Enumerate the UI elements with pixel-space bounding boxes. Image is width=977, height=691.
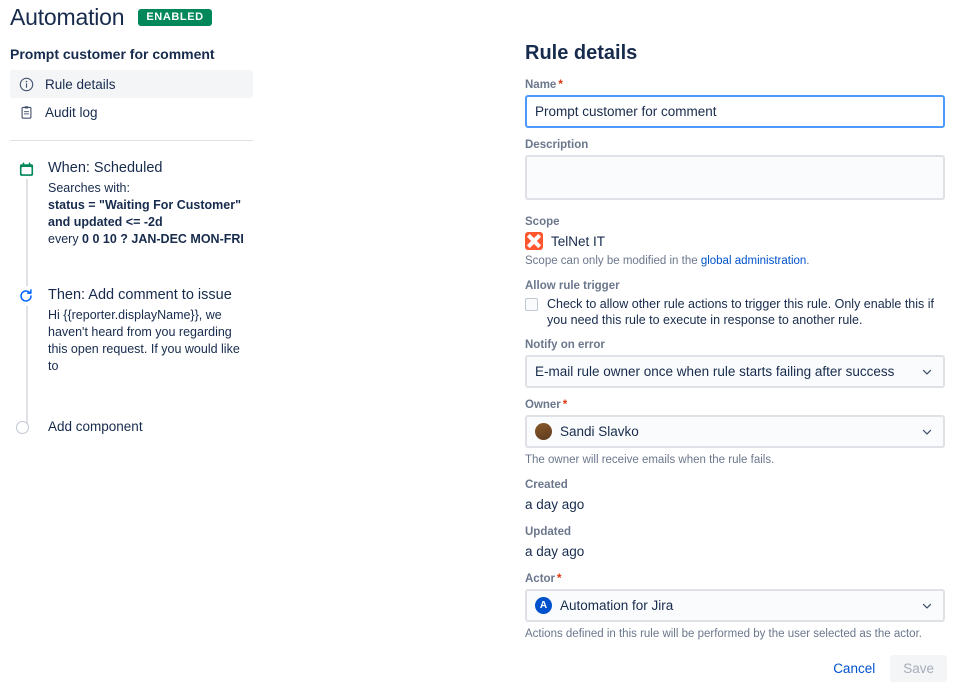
sidebar-divider xyxy=(10,140,253,141)
page-header xyxy=(10,4,212,31)
chain-node-then[interactable] xyxy=(48,286,490,375)
notify-on-error-label: Notify on error xyxy=(525,339,605,351)
when-schedule-cron: 0 0 10 ? JAN-DEC MON-FRI xyxy=(82,232,244,246)
project-avatar-icon xyxy=(525,232,543,250)
info-circle-icon xyxy=(18,76,34,92)
rule-name-heading: Prompt customer for comment xyxy=(10,46,215,62)
updated-label: Updated xyxy=(525,526,571,538)
chevron-down-icon xyxy=(920,365,934,379)
chevron-down-icon xyxy=(920,425,934,439)
name-label-text: Name xyxy=(525,79,557,91)
sidebar-item-audit-log[interactable] xyxy=(10,98,253,126)
name-label xyxy=(525,79,947,91)
scope-help-text xyxy=(525,253,947,269)
when-line-2: status = "Waiting For Customer" xyxy=(48,198,242,212)
name-input[interactable] xyxy=(525,95,945,128)
scope-project-name: TelNet IT xyxy=(551,233,606,249)
panel-divider xyxy=(506,0,507,691)
clipboard-icon xyxy=(18,104,34,120)
allow-rule-trigger-checkbox[interactable] xyxy=(525,298,538,311)
global-administration-link[interactable]: global administration xyxy=(700,255,807,267)
scope-help-suffix: . xyxy=(806,255,810,267)
field-name xyxy=(525,79,947,128)
chain-node-title: When: Scheduled xyxy=(48,160,163,176)
when-schedule-prefix: every xyxy=(48,232,83,246)
created-value: a day ago xyxy=(525,497,585,512)
field-scope xyxy=(525,216,947,269)
notify-on-error-select[interactable] xyxy=(525,355,945,388)
description-label: Description xyxy=(525,139,589,151)
scope-label: Scope xyxy=(525,216,560,228)
scope-value-row xyxy=(525,232,947,250)
refresh-arrow-icon xyxy=(16,286,36,306)
created-label: Created xyxy=(525,479,568,491)
when-line-3: and updated <= -2d xyxy=(48,215,163,229)
chevron-down-icon xyxy=(920,599,934,613)
rule-chain xyxy=(10,159,490,434)
required-marker: * xyxy=(562,399,568,411)
field-created xyxy=(525,479,947,515)
required-marker: * xyxy=(557,573,562,585)
actor-value: Automation for Jira xyxy=(560,598,674,613)
allow-rule-trigger-label: Allow rule trigger xyxy=(525,280,620,292)
save-button[interactable]: Save xyxy=(890,655,947,682)
field-description xyxy=(525,139,947,205)
owner-help-text: The owner will receive emails when the rule fails. xyxy=(525,454,775,466)
add-component-button[interactable] xyxy=(48,419,490,434)
actor-select[interactable] xyxy=(525,589,945,622)
automation-avatar-icon: A xyxy=(535,597,552,614)
rule-details-form xyxy=(525,42,947,653)
field-actor xyxy=(525,573,947,642)
field-updated xyxy=(525,526,947,562)
panel-title: Rule details xyxy=(525,42,638,64)
actor-label-text: Actor xyxy=(525,573,556,585)
add-component-dot-icon xyxy=(16,421,29,434)
field-notify-on-error xyxy=(525,339,947,388)
chain-node-when-details xyxy=(48,180,253,248)
owner-label xyxy=(525,399,947,411)
when-line-1: Searches with: xyxy=(48,181,130,195)
owner-select[interactable] xyxy=(525,415,945,448)
actor-label xyxy=(525,573,947,585)
allow-rule-trigger-row[interactable] xyxy=(525,296,947,328)
rule-nav-list xyxy=(10,70,253,126)
sidebar-item-rule-details[interactable] xyxy=(10,70,253,98)
allow-rule-trigger-checkbox-label: Check to allow other rule actions to trigger this rule. Only enable this if you need this rule to execute in response to another rule. xyxy=(547,297,934,327)
left-panel xyxy=(10,46,500,434)
sidebar-item-label: Audit log xyxy=(45,104,98,120)
updated-value: a day ago xyxy=(525,544,585,559)
form-footer xyxy=(525,655,947,682)
page-title: Automation xyxy=(10,4,125,30)
chain-node-title: Then: Add comment to issue xyxy=(48,287,232,303)
status-badge: ENABLED xyxy=(138,9,211,26)
add-component-label: Add component xyxy=(48,419,143,434)
owner-label-text: Owner xyxy=(525,399,561,411)
field-allow-rule-trigger xyxy=(525,280,947,328)
actor-help-text: Actions defined in this rule will be performed by the user selected as the actor. xyxy=(525,628,922,640)
sidebar-item-label: Rule details xyxy=(45,76,116,92)
chain-node-then-body: Hi {{reporter.displayName}}, we haven't heard from you regarding this open request. If you would like to xyxy=(48,308,240,373)
required-marker: * xyxy=(558,79,563,91)
cancel-button[interactable]: Cancel xyxy=(824,656,884,681)
notify-on-error-value: E-mail rule owner once when rule starts failing after success xyxy=(535,364,895,379)
avatar xyxy=(535,423,552,440)
field-owner xyxy=(525,399,947,468)
owner-value: Sandi Slavko xyxy=(560,424,639,439)
description-textarea[interactable] xyxy=(525,155,945,200)
chain-node-when[interactable] xyxy=(48,159,490,248)
scope-help-prefix: Scope can only be modified in the xyxy=(525,255,701,267)
calendar-icon xyxy=(16,159,36,179)
